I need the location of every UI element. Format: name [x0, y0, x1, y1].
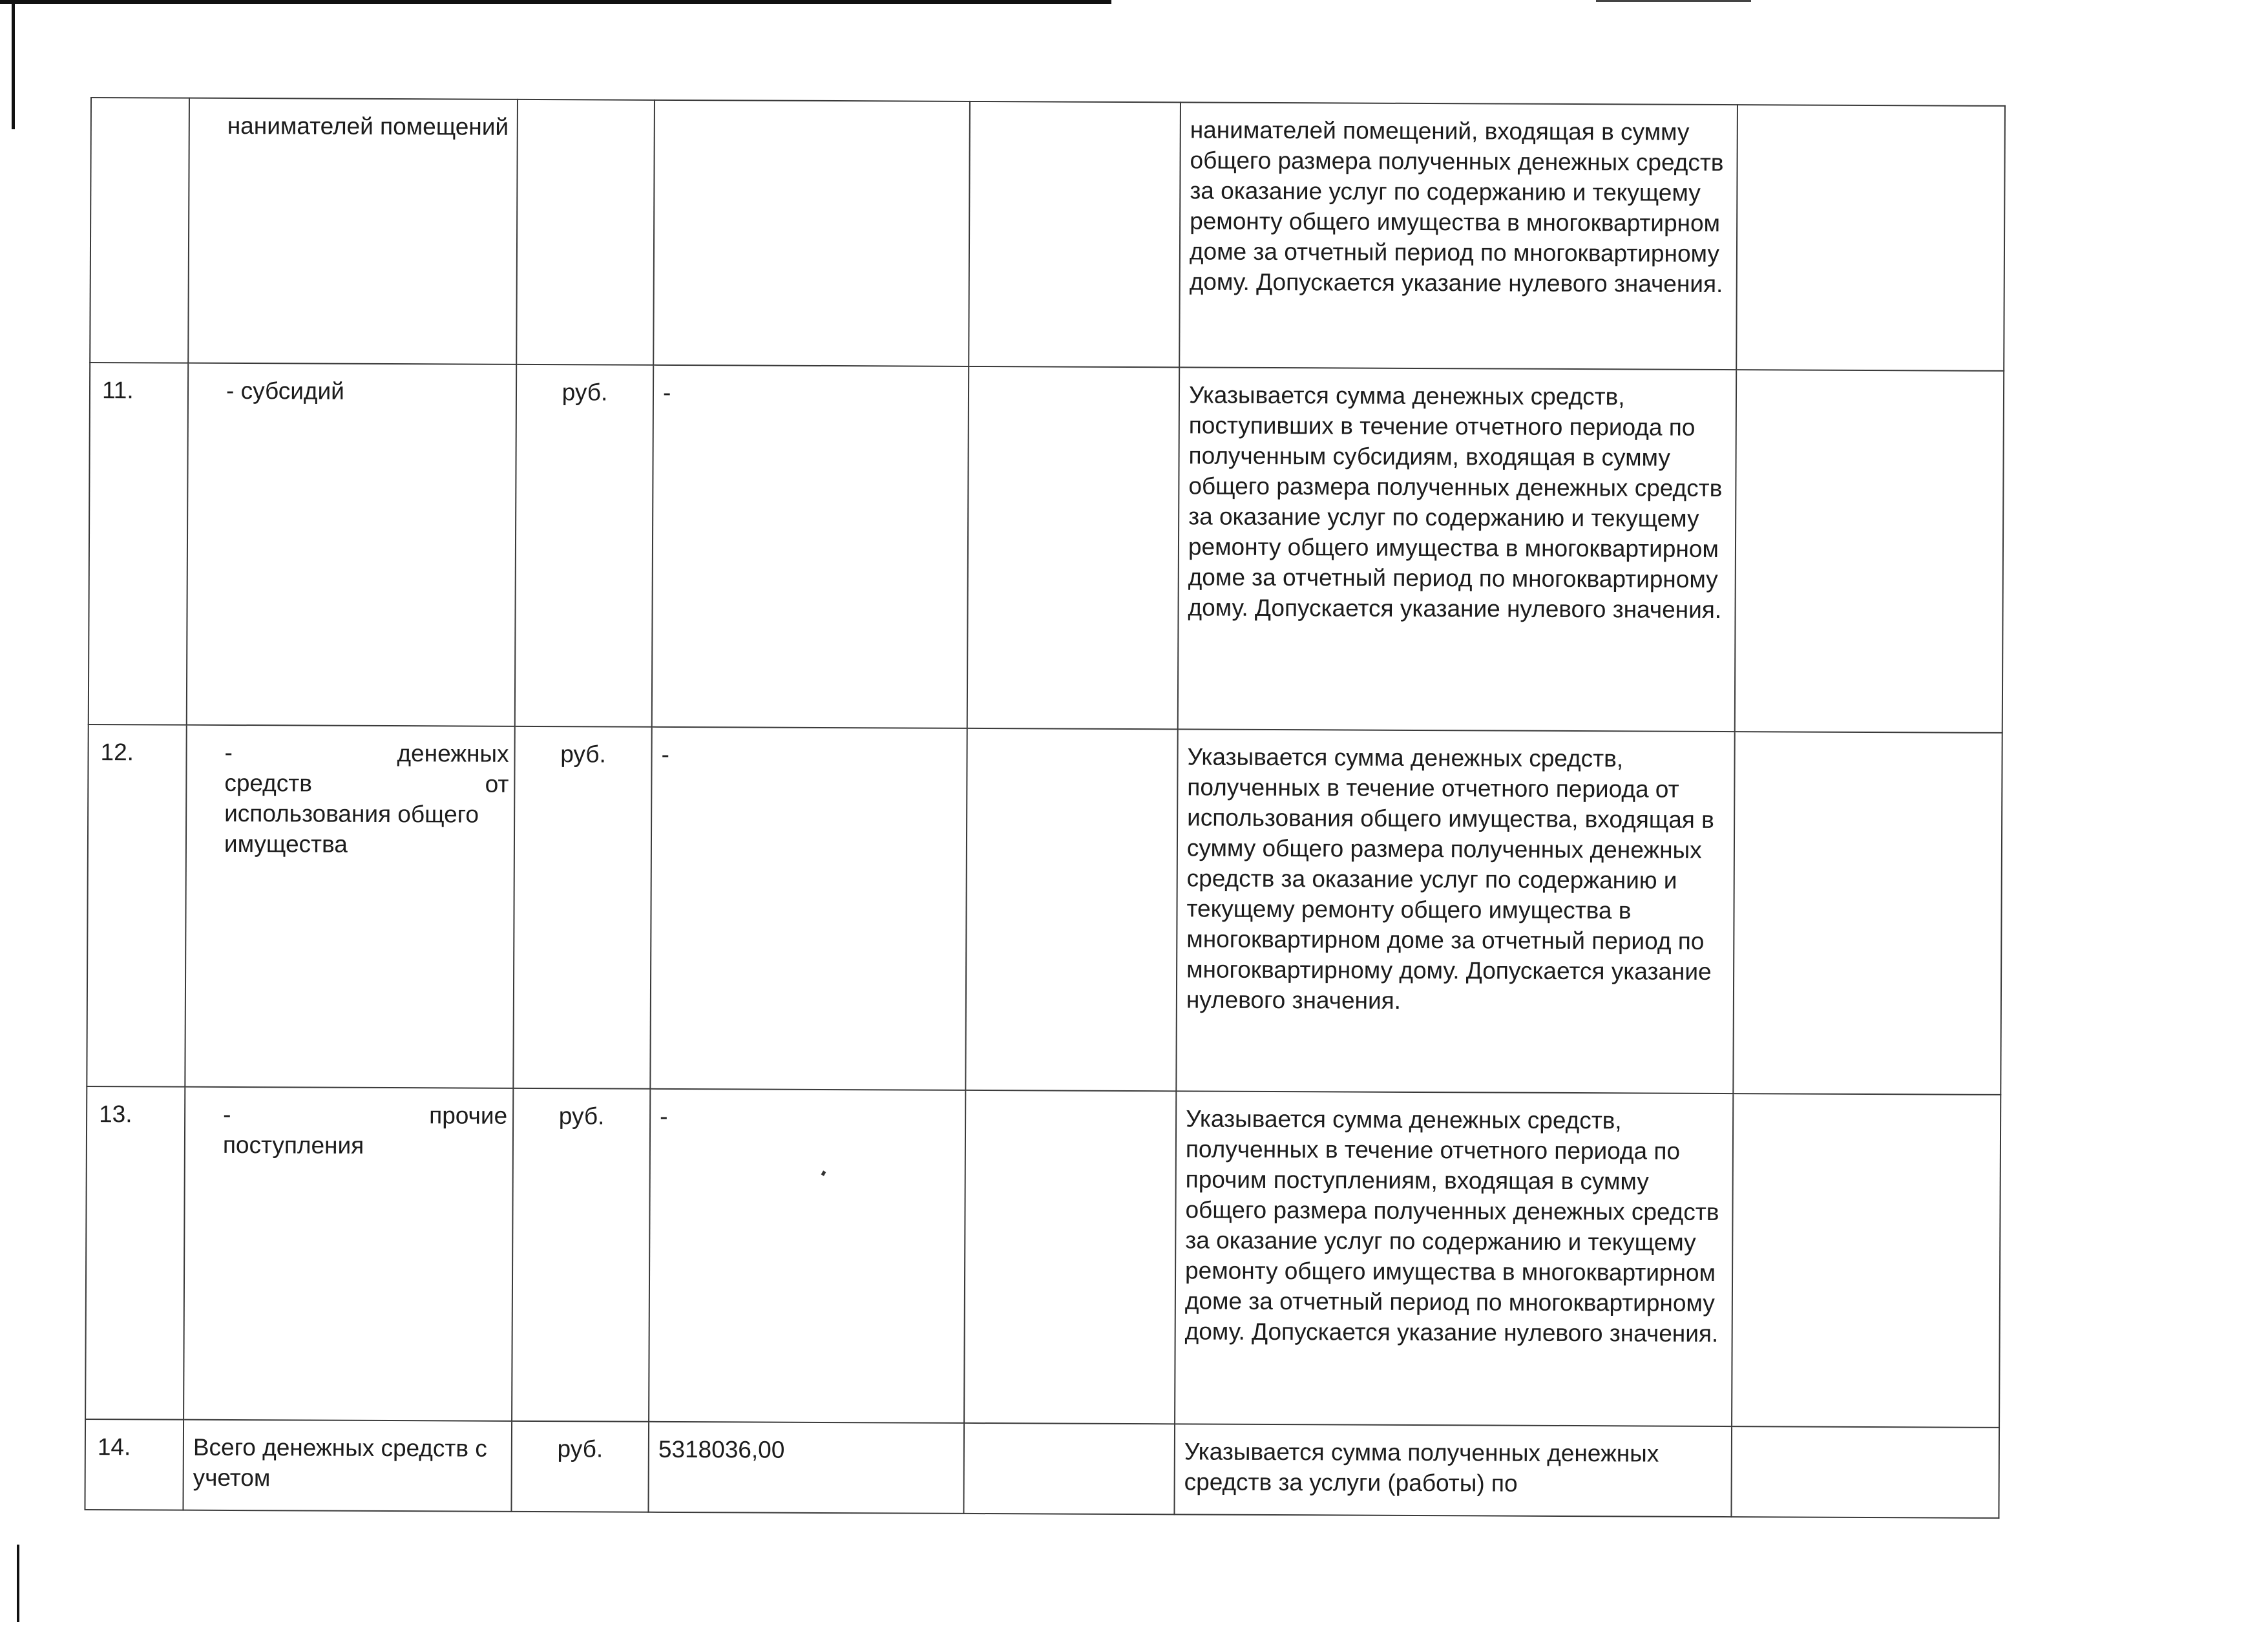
- value-cell: -: [652, 365, 969, 728]
- table-row: [85, 1419, 1999, 1518]
- table-row: [87, 724, 2002, 1095]
- item-name-line: поступления: [222, 1131, 364, 1159]
- row-number-cell: 14.: [85, 1419, 184, 1510]
- empty-cell: [964, 1090, 1176, 1424]
- empty-cell: [963, 1423, 1175, 1514]
- description-cell: Указывается сумма денежных средств, полученных в течение отчетного периода по прочим поступлениям, входящая в сумму общего размера полученных денежных средств за оказание услуг по содержанию и текущему ремонту общего имущества в многоквартирном доме за отчетный период по многоквартирному дому. Допускается указание нулевого значения.: [1175, 1091, 1733, 1426]
- description-cell: Указывается сумма денежных средств, поступивших в течение отчетного периода по полученным субсидиям, входящая в сумму общего размера полученных денежных средств за оказание услуг по содержанию и текущему ремонту общего имущества в многоквартирном доме за отчетный период по многоквартирному дому. Допускается указание нулевого значения.: [1178, 367, 1736, 732]
- empty-cell: [965, 728, 1177, 1091]
- description-cell: Указывается сумма полученных денежных средств за услуги (работы) по: [1174, 1424, 1732, 1517]
- value-cell: [653, 100, 970, 366]
- table-row: [85, 1086, 2000, 1428]
- description-cell: нанимателей помещений, входящая в сумму общего размера полученных денежных средств за оказание услуг по содержанию и текущему ремонту общего имущества в многоквартирном доме за отчетный период по многоквартирному дому. Допускается указание нулевого значения.: [1179, 102, 1738, 370]
- item-name-line: использования общего имущества: [224, 799, 479, 858]
- item-name-cell: - субсидий: [187, 363, 516, 726]
- scan-border-top-right: [1596, 0, 1751, 2]
- report-table: [84, 97, 2006, 1519]
- description-cell: Указывается сумма денежных средств, полученных в течение отчетного периода от использования общего имущества, входящая в сумму общего размера полученных денежных средств за оказание услуг по содержанию и текущему ремонту общего имущества в многоквартирном доме за отчетный период по многоквартирному дому. Допускается указание нулевого значения.: [1176, 729, 1734, 1093]
- empty-cell: [969, 101, 1181, 367]
- unit-cell: руб.: [515, 364, 653, 727]
- empty-cell: [967, 366, 1179, 729]
- scan-border-left-bottom: [17, 1545, 19, 1622]
- note-cell: [1735, 370, 2004, 733]
- note-cell: [1733, 732, 2002, 1095]
- note-cell: [1731, 1426, 1999, 1518]
- unit-cell: руб.: [512, 1088, 650, 1422]
- item-name-line: - прочие: [223, 1101, 508, 1129]
- item-name-cell: Всего денежных средств с учетом: [183, 1420, 512, 1512]
- table-row: [89, 363, 2004, 733]
- item-name-line: средств от: [224, 769, 509, 798]
- row-number-cell: 11.: [89, 363, 188, 725]
- row-number-cell: 13.: [85, 1086, 185, 1420]
- row-number-cell: [90, 98, 189, 363]
- item-name-cell: нанимателей помещений: [188, 98, 518, 364]
- note-cell: [1732, 1093, 2000, 1428]
- table-row: [90, 98, 2005, 371]
- unit-cell: руб.: [513, 726, 651, 1089]
- item-name-line: - денежных: [224, 739, 509, 767]
- item-name-cell: [184, 1087, 513, 1421]
- row-number-cell: 12.: [87, 724, 186, 1087]
- scan-border-left: [12, 0, 15, 129]
- scan-border-top: [0, 0, 1111, 4]
- value-cell: 5318036,00: [648, 1422, 964, 1514]
- unit-cell: [516, 100, 655, 365]
- item-name-cell: [185, 725, 514, 1088]
- value-cell: -: [650, 727, 967, 1090]
- unit-cell: руб.: [511, 1421, 649, 1512]
- value-cell: -: [649, 1089, 965, 1423]
- note-cell: [1736, 105, 2005, 371]
